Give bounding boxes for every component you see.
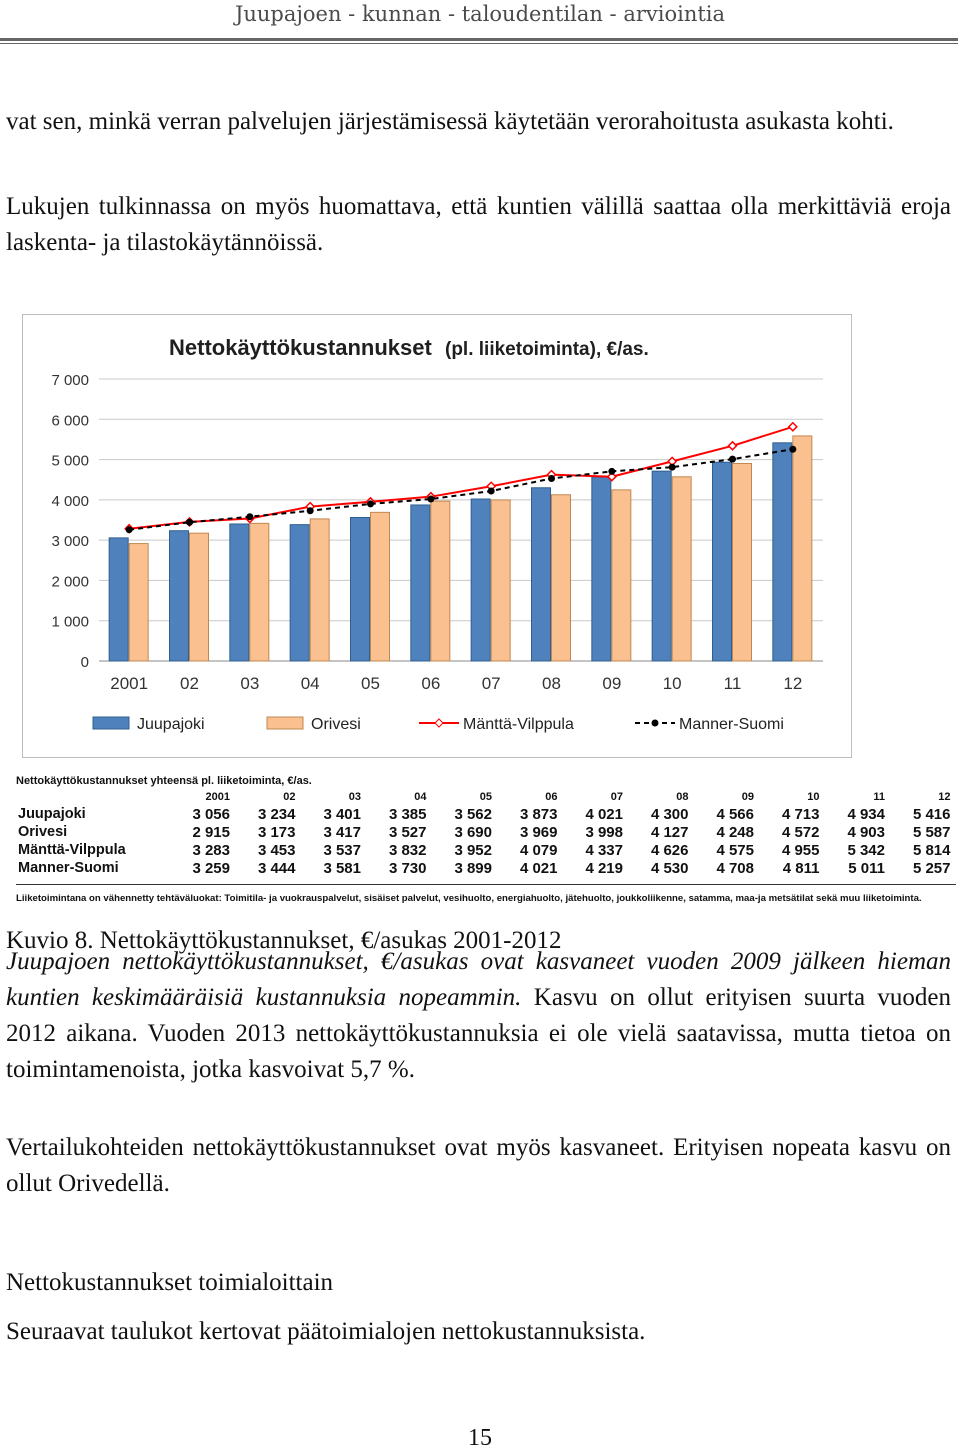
analysis-italic: Juupajoen nettokäyttökustannukset, €/asukas ovat kasvaneet vuoden 2009 jälkeen hieman kuntien keskimääräisiä kustannuksia nopeammin. [6,948,951,1011]
table-cell: 3 562 [454,806,492,823]
bar-orivesi [250,523,269,661]
bar-orivesi [371,512,390,661]
table-cell: 5 814 [912,842,951,859]
table-cell: 3 873 [519,806,558,823]
intro-paragraph-1: vat sen, minkä verran palvelujen järjestämisessä käytetään verorahoitusta asukasta kohti. [6,108,894,135]
series-point [488,488,495,495]
x-tick-label: 04 [300,674,320,693]
table-year-header: 04 [414,791,427,803]
bar-orivesi [431,501,450,661]
y-tick-label: 7 000 [51,372,89,389]
table-cell: 3 952 [454,842,492,859]
series-point [427,496,434,503]
table-cell: 3 173 [257,824,296,841]
table-cell: 4 708 [716,860,754,877]
series-point [367,500,374,507]
table-year-header: 2001 [205,791,230,803]
series-point [789,423,797,431]
analysis-rest: Kasvu on ollut erityisen suurta vuoden 2012 aikana. Vuoden 2013 nettokäyttökustannuksia ei ole vielä saatavissa, mutta tietoa on toimintamenoista, jotka kasvoivat 5,7 %. [6,984,951,1083]
chart-subtitle: (pl. liiketoiminta), €/as. [445,339,649,360]
table-year-header: 10 [807,791,820,803]
figure-caption: Kuvio 8. Nettokäyttökustannukset, €/asukas 2001-2012 [6,927,562,954]
table-cell: 4 248 [716,824,754,841]
series-point [789,446,796,453]
bar-juupajoki [351,518,370,661]
table-cell: 3 899 [454,860,492,877]
y-tick-label: 0 [80,654,89,671]
series-line-manner-suomi [129,449,793,529]
legend-label: Manner-Suomi [679,716,784,733]
table-cell: 3 283 [192,842,230,859]
bar-orivesi [129,544,148,661]
section-text: Seuraavat taulukot kertovat päätoimialojen nettokustannuksista. [6,1318,646,1345]
series-point [729,442,737,450]
table-cell: 3 056 [192,806,230,823]
table-row-label: Orivesi [18,824,68,840]
table-year-header: 11 [873,791,885,803]
legend-marker [435,719,443,727]
bar-juupajoki [652,471,671,661]
table-cell: 3 453 [257,842,296,859]
table-cell: 4 572 [781,824,820,841]
table-row [16,842,956,860]
bar-orivesi [491,500,510,661]
series-point [608,468,615,475]
header-rule-thin [0,43,958,44]
table-cell: 2 915 [192,824,230,841]
section-heading: Nettokustannukset toimialoittain [6,1269,334,1296]
legend-label: Mänttä-Vilppula [463,716,574,733]
y-tick-label: 6 000 [51,412,89,430]
table-cell: 3 832 [388,842,427,859]
series-point [126,526,133,533]
bar-chart [23,315,851,757]
table-row [16,824,956,842]
running-header: Juupajoen - kunnan - taloudentilan - arviointia [234,2,726,26]
table-year-header: 03 [348,791,361,803]
series-point [729,456,736,463]
bar-juupajoki [411,505,430,661]
table-cell: 3 537 [323,842,361,859]
legend-swatch [267,717,303,729]
bar-juupajoki [290,525,309,661]
series-point [186,519,193,526]
table-cell: 4 021 [519,860,558,877]
y-tick-label: 2 000 [51,573,89,591]
table-cell: 4 713 [781,806,820,823]
y-tick-label: 3 000 [51,533,89,551]
table-cell: 4 811 [782,860,820,877]
table-cell: 3 690 [454,824,492,841]
table-cell: 3 385 [388,806,427,823]
table-cell: 3 259 [192,860,230,877]
table-cell: 3 998 [585,824,623,841]
table-cell: 4 127 [650,824,689,841]
legend-label: Orivesi [311,716,361,733]
series-point [307,507,314,514]
table-cell: 4 079 [519,842,558,859]
bar-orivesi [733,463,752,661]
table-year-header: 08 [676,791,689,803]
table-cell: 4 021 [585,806,623,823]
header-rule [0,38,958,41]
table-year-header: 12 [938,791,951,803]
table-year-header: 05 [479,791,492,803]
table-year-header: 09 [741,791,754,803]
x-tick-label: 06 [421,674,441,693]
table-cell: 4 903 [847,824,885,841]
table-cell: 4 300 [650,806,689,823]
series-point [246,513,253,520]
bar-juupajoki [109,538,128,661]
x-tick-label: 2001 [110,674,149,693]
series-point [548,475,555,482]
legend-marker [652,720,659,727]
x-tick-label: 11 [723,674,742,693]
table-row-label: Manner-Suomi [18,860,119,876]
table-cell: 5 416 [912,806,951,823]
legend-label: Juupajoki [137,716,205,733]
table-rule [16,884,956,885]
chart-frame [22,314,852,758]
table-cell: 5 342 [847,842,885,859]
table-year-header: 06 [545,791,558,803]
legend-swatch [93,717,129,729]
table-cell: 4 575 [716,842,754,859]
table-row-label: Juupajoki [18,806,86,822]
bar-juupajoki [592,477,611,661]
bar-orivesi [612,490,631,661]
data-table [16,775,956,907]
table-cell: 4 219 [585,860,623,877]
table-row-label: Mänttä-Vilppula [18,842,126,858]
series-line-m-ntt-vilppula [129,427,793,529]
bar-juupajoki [170,531,189,661]
bar-orivesi [552,495,571,661]
x-tick-label: 07 [481,674,501,693]
table-cell: 3 730 [388,860,427,877]
table-row [16,806,956,824]
y-tick-label: 5 000 [51,452,89,470]
table-cell: 4 626 [650,842,689,859]
analysis-paragraph [6,944,951,1088]
table-cell: 4 530 [650,860,689,877]
x-tick-label: 08 [542,674,561,693]
y-tick-label: 4 000 [51,492,89,510]
x-tick-label: 10 [662,674,682,693]
x-tick-label: 02 [180,674,199,693]
bar-juupajoki [230,524,249,661]
table-cell: 4 955 [781,842,820,859]
table-row [16,860,956,878]
comparison-paragraph: Vertailukohteiden nettokäyttökustannukset ovat myös kasvaneet. Erityisen nopeata kasvu on ollut Orivedellä. [6,1134,951,1197]
bar-juupajoki [773,443,792,661]
x-tick-label: 09 [602,674,622,693]
bar-orivesi [672,477,691,661]
series-point [669,464,676,471]
x-tick-label: 03 [240,674,260,693]
table-title: Nettokäyttökustannukset yhteensä pl. liiketoiminta, €/as. [16,775,312,787]
table-cell: 5 257 [912,860,951,877]
table-cell: 4 566 [716,806,754,823]
table-cell: 5 587 [912,824,951,841]
intro-paragraph-2: Lukujen tulkinnassa on myös huomattava, että kuntien välillä saattaa olla merkittäviä eroja laskenta- ja tilastokäytännöissä. [6,193,951,256]
table-cell: 3 444 [257,860,296,877]
bar-juupajoki [532,488,551,661]
table-cell: 4 934 [847,806,885,823]
page-number: 15 [468,1425,492,1451]
table-cell: 3 401 [323,806,361,823]
table-footnote: Liiketoimintana on vähennetty tehtäväluokat: Toimitila- ja vuokrauspalvelut, sisäiset palvelut, vesihuolto, energiahuolto, jätehuolto, joukkoliikenne, satamma, maa-ja metsätilat sekä muu liiketoiminta. [16,893,922,904]
table-cell: 3 527 [388,824,427,841]
x-tick-label: 12 [783,674,803,693]
bar-orivesi [793,436,812,661]
bar-orivesi [310,519,329,661]
bar-orivesi [190,533,209,661]
table-cell: 5 011 [848,860,885,877]
table-cell: 3 581 [323,860,361,877]
table-year-header: 02 [283,791,296,803]
table-cell: 3 417 [323,824,361,841]
table-cell: 3 234 [257,806,296,823]
bar-juupajoki [471,499,490,661]
chart-title: Nettokäyttökustannukset [169,335,432,360]
y-tick-label: 1 000 [51,613,89,631]
table-cell: 4 337 [585,842,623,859]
table-cell: 3 969 [519,824,558,841]
x-tick-label: 05 [361,674,380,693]
bar-juupajoki [713,462,732,661]
table-year-header: 07 [610,791,623,803]
